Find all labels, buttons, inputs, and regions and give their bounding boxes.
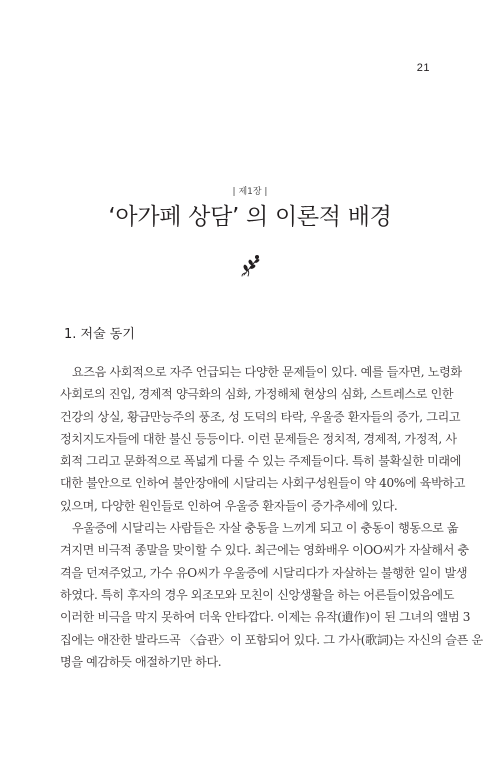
section-heading: 1. 저술 동기 — [64, 327, 135, 342]
text-line: 요즈음 사회적으로 자주 언급되는 다양한 문제들이 있다. 예를 들자면, 노령화 — [72, 365, 462, 379]
text-line: 겨지면 비극적 종말을 맞이할 수 있다. 최근에는 영화배우 이OO씨가 자살해서 충 — [60, 543, 469, 558]
text-line: 하였다. 특히 후자의 경우 외조모와 모친이 신앙생활을 하는 어른들이었음에도 — [60, 587, 455, 602]
text-line: 대한 불안으로 인하여 불안장애에 시달리는 사회구성원들이 약 40%에 육박하고 — [60, 476, 466, 491]
body-text — [60, 361, 483, 673]
text-line: 격을 던져주었고, 가수 유O씨가 우울증에 시달리다가 자살하는 불행한 일이 발생 — [60, 565, 468, 580]
text-line: 우울증에 시달리는 사람들은 자살 충동을 느끼게 되고 이 충동이 행동으로 옮 — [72, 521, 459, 536]
page-number: 21 — [416, 62, 430, 74]
text-line: 집에는 애잔한 발라드곡 〈습관〉이 포함되어 있다. 그 가사(歌詞)는 자신의 슬픈 운 — [60, 632, 483, 647]
text-line: 건강의 상실, 황금만능주의 풍조, 성 도덕의 타락, 우울증 환자들의 증가, 그리고 — [60, 409, 461, 424]
text-line: 회적 그리고 문화적으로 폭넓게 다룰 수 있는 주제들이다. 특히 불확실한 미래에 — [60, 454, 462, 469]
text-line: 사회로의 진입, 경제적 양극화의 심화, 가정해체 현상의 심화, 스트레스로 인한 — [60, 387, 454, 402]
text-line: 있으며, 다양한 원인들로 인하여 우울증 환자들이 증가추세에 있다. — [60, 498, 398, 513]
text-line: 정치지도자들에 대한 불신 등등이다. 이런 문제들은 정치적, 경제적, 가정적, 사 — [60, 431, 457, 446]
chapter-label: | 제1장 | — [232, 187, 268, 197]
text-line: 이러한 비극을 막지 못하여 더욱 안타깝다. 이제는 유작(遺作)이 된 그녀의 앨범 3 — [60, 610, 471, 625]
chapter-title: ‘아가페 상담’ 의 이론적 배경 — [108, 204, 392, 230]
text-line: 명을 예감하듯 애절하기만 하다. — [60, 654, 222, 669]
floral-ornament-icon — [241, 254, 261, 278]
